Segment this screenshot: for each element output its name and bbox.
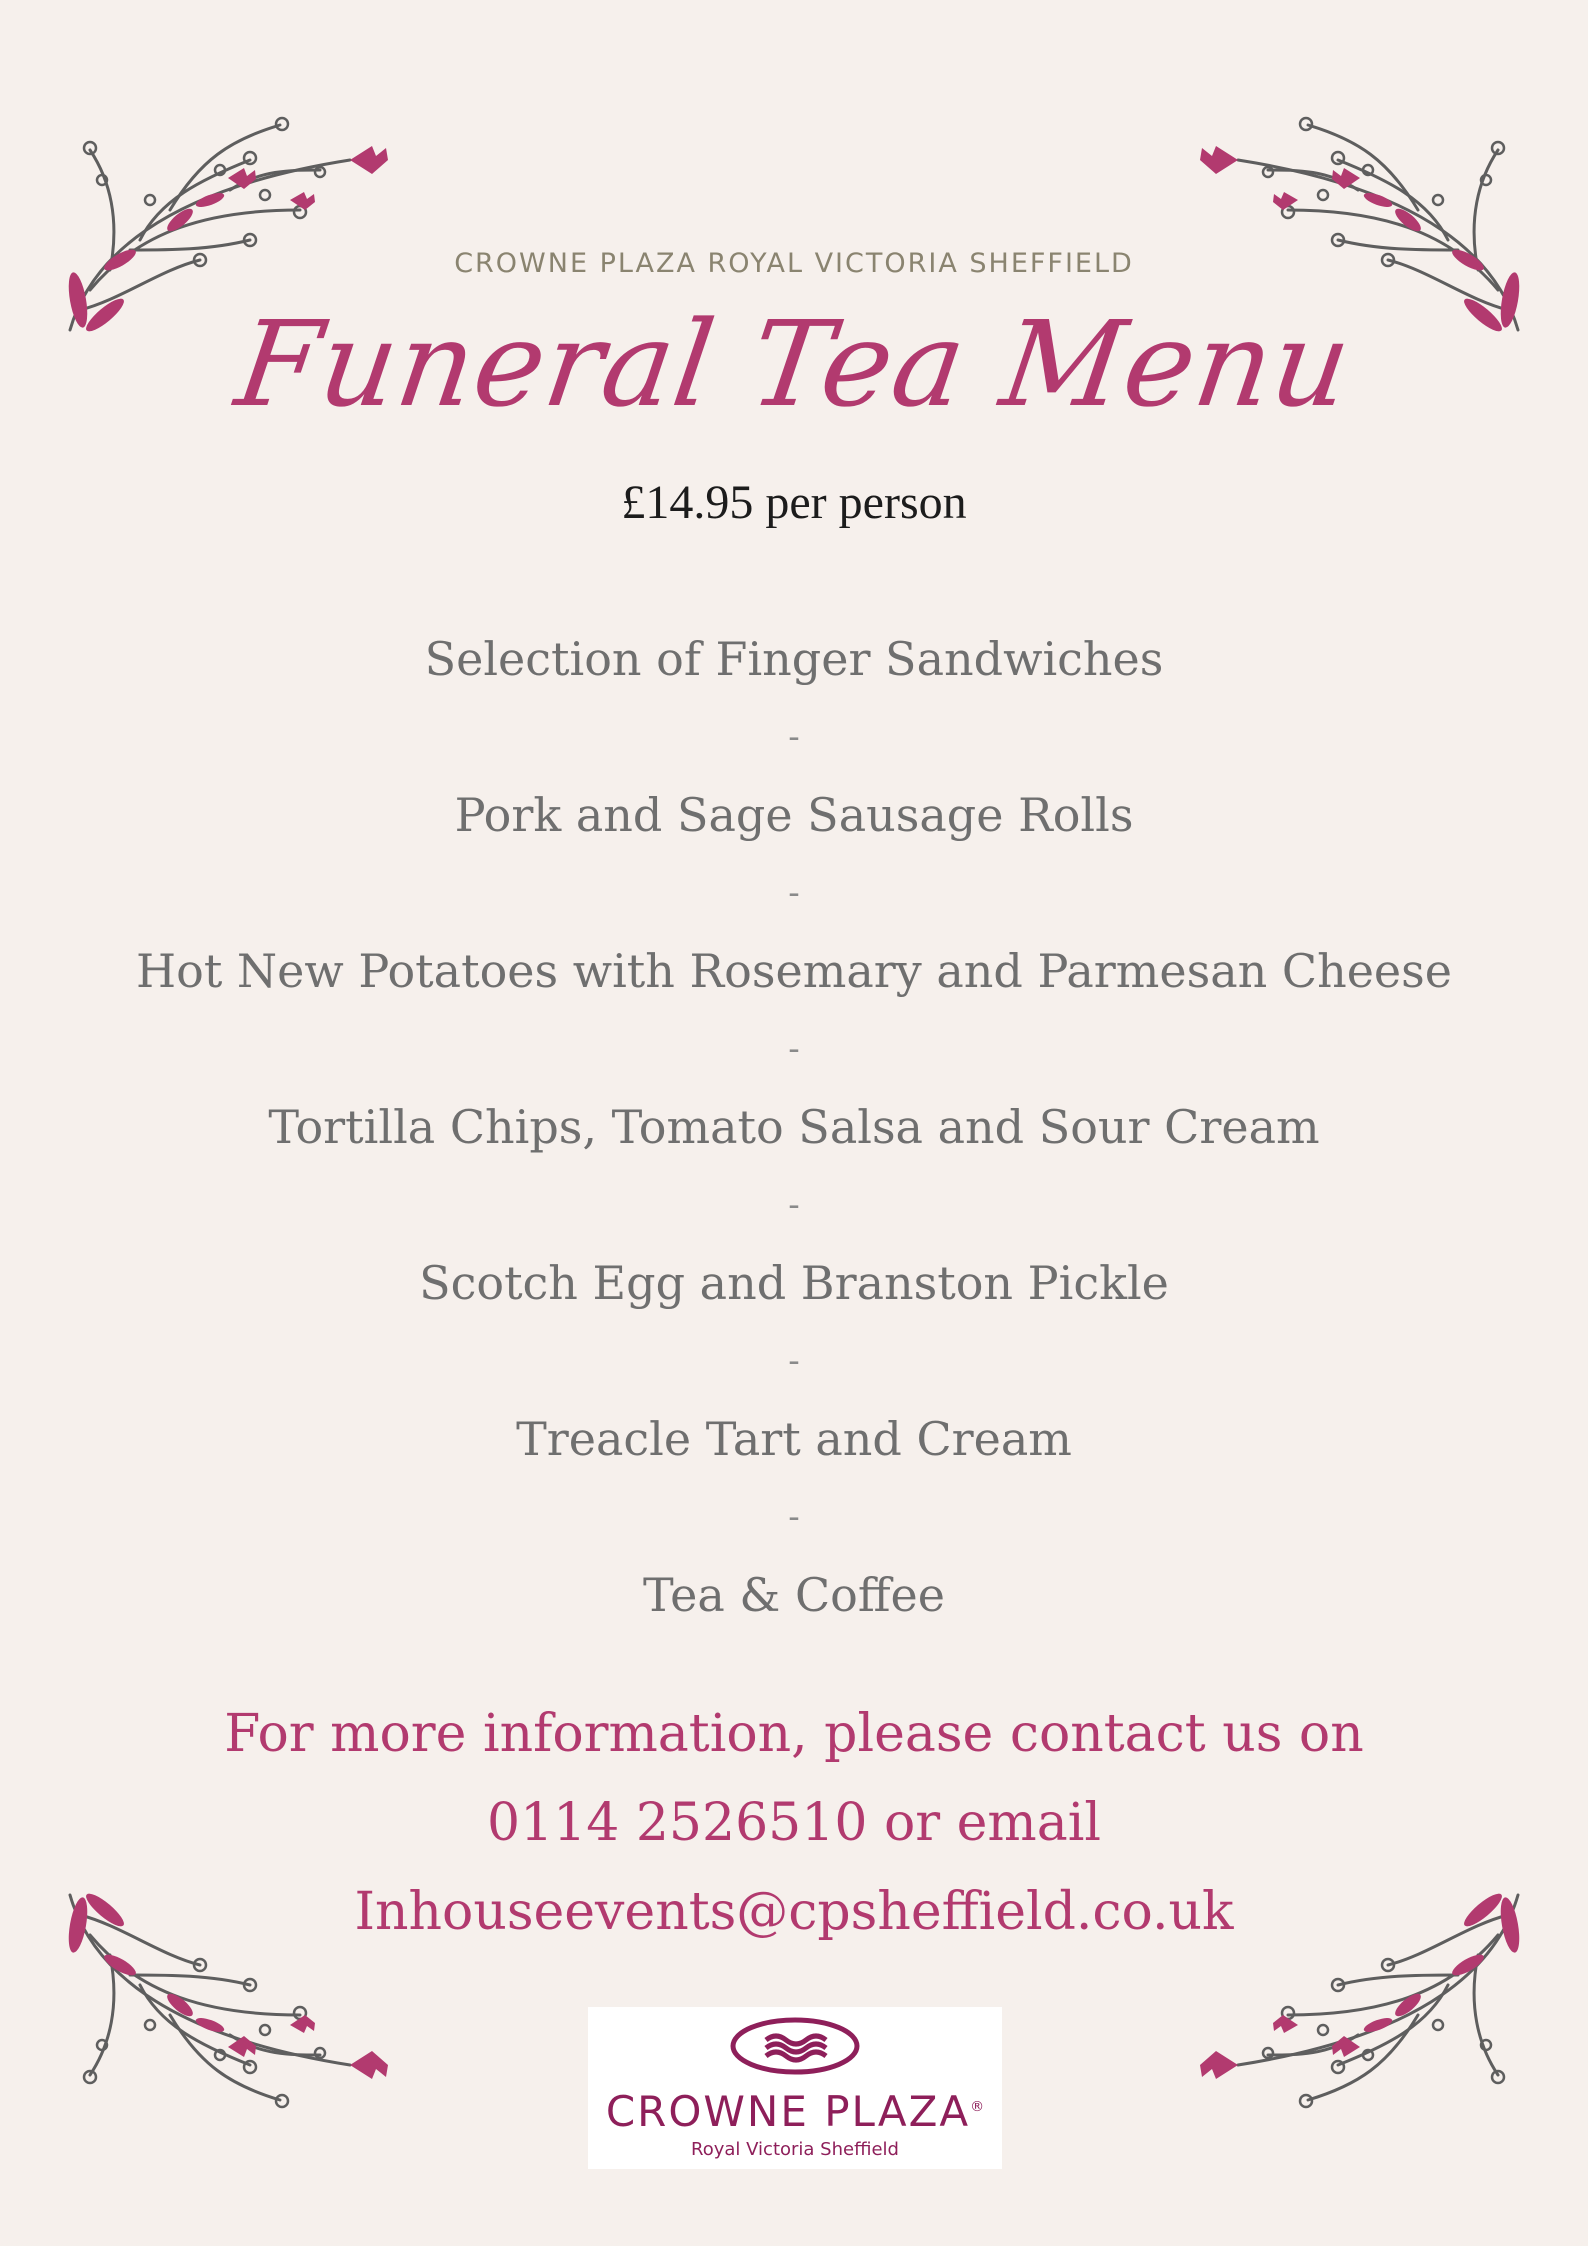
logo-subtitle: Royal Victoria Sheffield — [691, 2139, 899, 2160]
menu-separator: - — [788, 1497, 800, 1537]
contact-email[interactable]: Inhouseevents@cpsheffield.co.uk — [354, 1882, 1234, 1942]
menu-list — [0, 620, 1588, 1634]
menu-separator: - — [788, 873, 800, 913]
menu-item: Tea & Coffee — [643, 1568, 945, 1622]
menu-separator: - — [788, 1341, 800, 1381]
menu-item: Tortilla Chips, Tomato Salsa and Sour Cream — [268, 1100, 1320, 1154]
menu-separator: - — [788, 1029, 800, 1069]
contact-info — [0, 1690, 1588, 1957]
menu-item: Treacle Tart and Cream — [516, 1412, 1072, 1466]
contact-phone: 0114 2526510 or email — [486, 1793, 1102, 1853]
price-per-person: £14.95 per person — [621, 476, 967, 529]
logo-name: CROWNE PLAZA® — [605, 2087, 985, 2136]
hotel-name: CROWNE PLAZA ROYAL VICTORIA SHEFFIELD — [454, 248, 1134, 279]
page-title: Funeral Tea Menu — [228, 295, 1360, 433]
contact-line: For more information, please contact us on — [224, 1704, 1364, 1764]
menu-item: Scotch Egg and Branston Pickle — [419, 1256, 1169, 1310]
menu-item: Hot New Potatoes with Rosemary and Parmesan Cheese — [136, 944, 1452, 998]
menu-separator: - — [788, 717, 800, 757]
registered-mark: ® — [970, 2099, 985, 2115]
menu-separator: - — [788, 1185, 800, 1225]
crowne-plaza-logo — [588, 2007, 1002, 2169]
crowne-plaza-logo-icon — [728, 2015, 862, 2077]
menu-item: Selection of Finger Sandwiches — [424, 632, 1164, 686]
menu-item: Pork and Sage Sausage Rolls — [454, 788, 1134, 842]
